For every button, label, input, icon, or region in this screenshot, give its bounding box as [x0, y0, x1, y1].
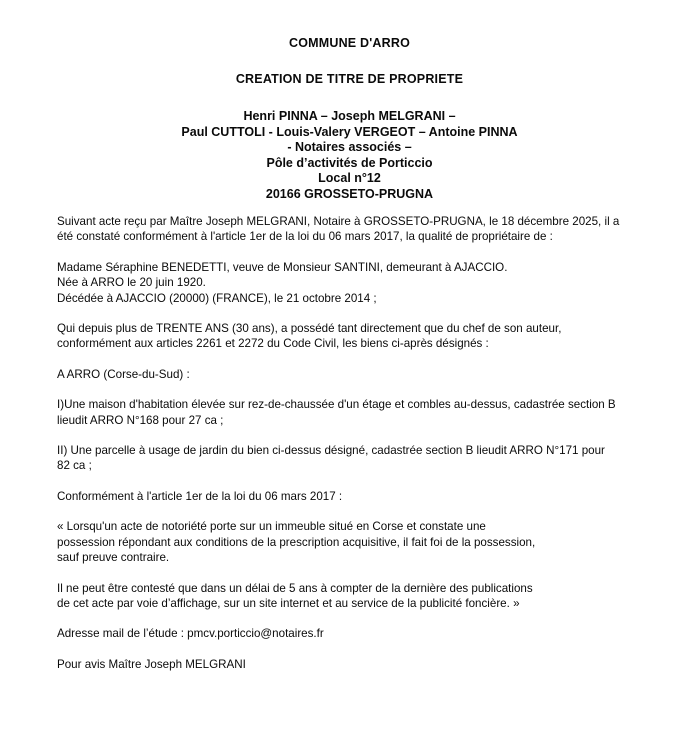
signature-paragraph: [57, 657, 642, 672]
property-1-line-2: lieudit ARRO N°168 pour 27 ca ;: [57, 413, 224, 427]
intro-line-2: été constaté conformément à l'article 1er de la loi du 06 mars 2017, la qualité de propriétaire de :: [57, 230, 553, 244]
quote-line-3: sauf preuve contraire.: [57, 551, 170, 565]
office-postal-city: 20166 GROSSETO-PRUGNA: [265, 186, 434, 201]
signature-line: Pour avis Maître Joseph MELGRANI: [57, 657, 246, 671]
owner-paragraph: [57, 260, 642, 306]
intro-paragraph: [57, 214, 642, 245]
possession-line-2: conformément aux articles 2261 et 2272 du Code Civil, les biens ci-après désignés :: [57, 337, 489, 351]
law-reference-line: Conformément à l'article 1er de la loi du 06 mars 2017 :: [57, 489, 343, 503]
property-2-line-2: 82 ca ;: [57, 459, 92, 473]
email-paragraph: [57, 626, 642, 641]
legal-quote-paragraph: [57, 519, 642, 565]
document-body: [57, 214, 642, 687]
law-reference-paragraph: [57, 489, 642, 504]
office-email-line: Adresse mail de l’étude : pmcv.porticcio@notaires.fr: [57, 627, 324, 641]
owner-death-line: Décédée à AJACCIO (20000) (FRANCE), le 21 octobre 2014 ;: [57, 291, 377, 305]
quote-line-2: possession répondant aux conditions de la prescription acquisitive, il fait foi de la possession,: [57, 535, 536, 549]
page-title: COMMUNE D'ARRO: [288, 36, 411, 50]
location-paragraph: [57, 367, 642, 382]
document-header: [0, 0, 699, 203]
possession-line-1: Qui depuis plus de TRENTE ANS (30 ans), a possédé tant directement que du chef de son auteur,: [57, 322, 562, 336]
notary-names-line-2: Paul CUTTOLI - Louis-Valery VERGEOT – Antoine PINNA: [181, 124, 518, 139]
contest-line-2: de cet acte par voie d’affichage, sur un site internet et au service de la publicité foncière. »: [57, 596, 520, 610]
contest-period-paragraph: [57, 581, 642, 612]
notary-names-line-1: Henri PINNA – Joseph MELGRANI –: [243, 109, 456, 123]
office-local-number: Local n°12: [318, 171, 381, 186]
quote-line-1: « Lorsqu'un acte de notoriété porte sur un immeuble situé en Corse et constate une: [57, 520, 486, 534]
contest-line-1: Il ne peut être contesté que dans un délai de 5 ans à compter de la dernière des publications: [57, 581, 533, 595]
property-2-line-1: II) Une parcelle à usage de jardin du bien ci-dessus désigné, cadastrée section B lieudit ARRO N°171 pour: [57, 444, 605, 458]
intro-line-1: Suivant acte reçu par Maître Joseph MELGRANI, Notaire à GROSSETO-PRUGNA, le 18 décembre 2025, il a: [57, 215, 620, 228]
property-item-2: [57, 443, 642, 474]
owner-birth-line: Née à ARRO le 20 juin 1920.: [57, 276, 206, 290]
location-line: A ARRO (Corse-du-Sud) :: [57, 367, 190, 381]
owner-identity-line: Madame Séraphine BENEDETTI, veuve de Monsieur SANTINI, demeurant à AJACCIO.: [57, 260, 508, 274]
property-item-1: [57, 397, 642, 428]
notary-association-label: - Notaires associés –: [287, 140, 412, 155]
office-address-line: Pôle d’activités de Porticcio: [266, 155, 433, 170]
property-1-line-1: I)Une maison d'habitation élevée sur rez-de-chaussée d'un étage et combles au-dessus, cadastrée section B: [57, 398, 616, 412]
possession-paragraph: [57, 321, 642, 352]
notary-office-block: [0, 109, 699, 203]
document-subtitle: CREATION DE TITRE DE PROPRIETE: [235, 72, 464, 86]
